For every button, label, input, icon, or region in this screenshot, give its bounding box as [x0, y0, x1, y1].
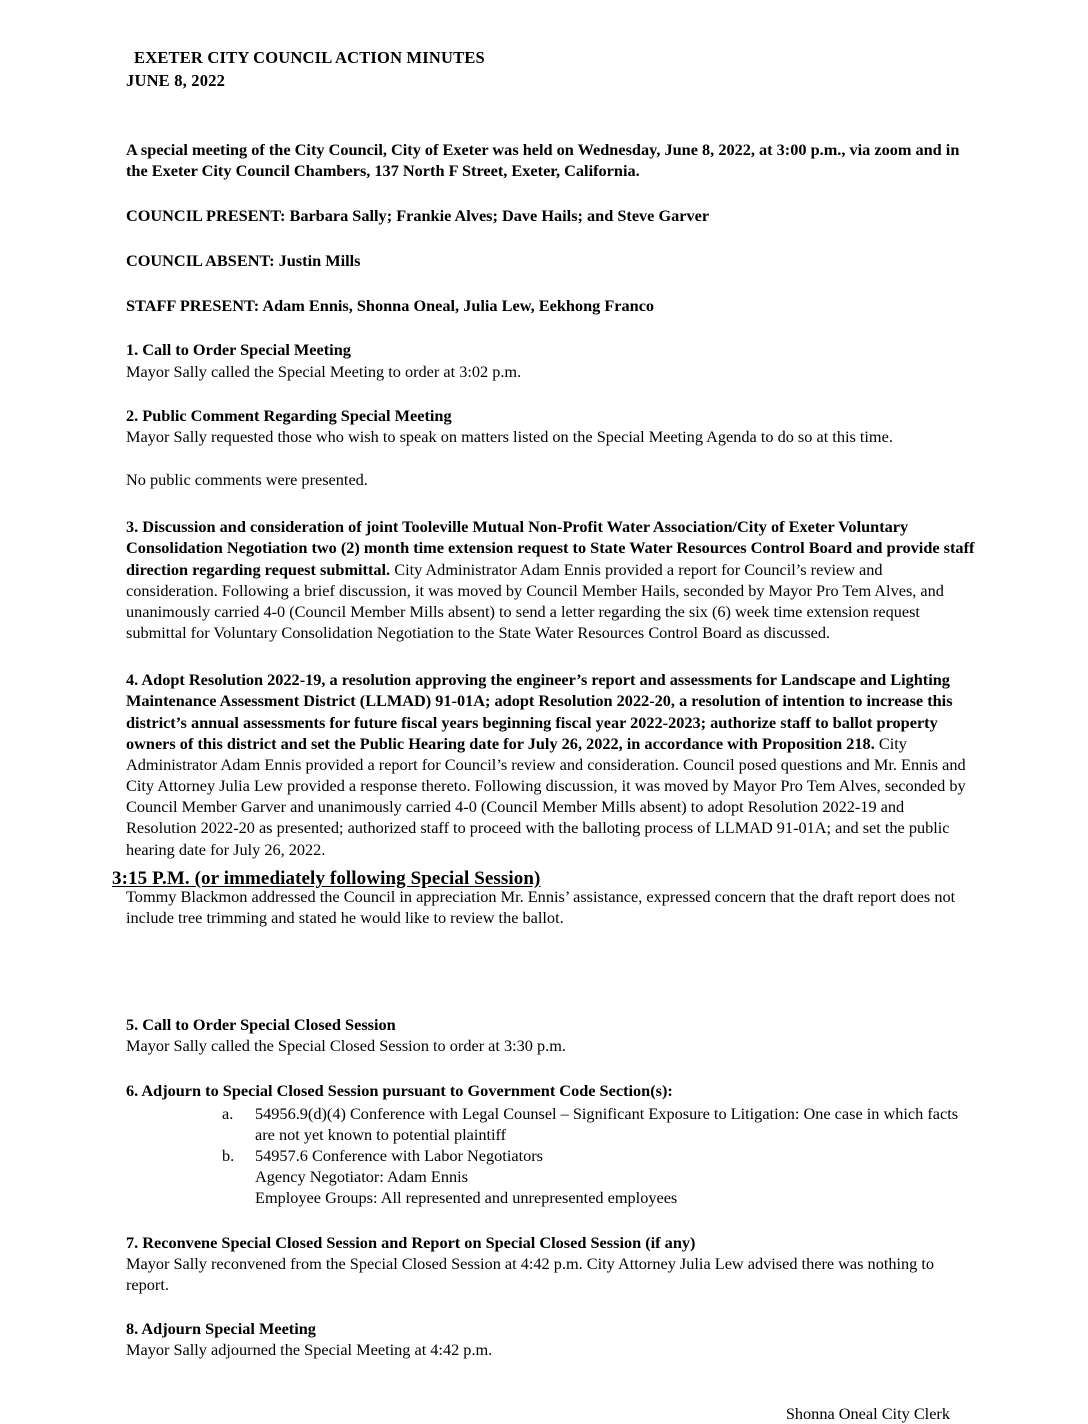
- item-5-heading: 5. Call to Order Special Closed Session: [126, 1015, 396, 1035]
- council-absent-label: COUNCIL ABSENT:: [126, 251, 275, 271]
- council-present-label: COUNCIL PRESENT:: [126, 205, 286, 225]
- staff-present-names: Adam Ennis, Shonna Oneal, Julia Lew, Eekhong Franco: [262, 296, 655, 316]
- document-title: EXETER CITY COUNCIL ACTION MINUTES: [134, 48, 485, 67]
- council-present-line: [126, 205, 976, 226]
- sublist-item: [126, 1145, 976, 1166]
- document-date: JUNE 8, 2022: [126, 70, 226, 90]
- intro-paragraph: A special meeting of the City Council, City of Exeter was held on Wednesday, June 8, 2022, at 3:00 p.m., via zoom and in the Exeter City Council Chambers, 137 North F Street, Exeter, California.: [126, 139, 960, 180]
- sublist-item: [126, 1103, 976, 1145]
- item-6-sublist: [126, 1103, 976, 1209]
- item-6-heading: 6. Adjourn to Special Closed Session pursuant to Government Code Section(s):: [126, 1080, 673, 1100]
- sublist-marker: b.: [222, 1146, 235, 1166]
- sublist-text: 54957.6 Conference with Labor Negotiators: [255, 1146, 544, 1166]
- sublist-marker: a.: [222, 1103, 234, 1123]
- item-2-body: Mayor Sally requested those who wish to speak on matters listed on the Special Meeting Agenda to do so at this time.: [126, 426, 893, 446]
- item-4-public-comment: Tommy Blackmon addressed the Council in appreciation Mr. Ennis’ assistance, expressed concern that the draft report does not include tree trimming and stated he would like to review the ballot.: [126, 886, 956, 927]
- item-5-body: Mayor Sally called the Special Closed Session to order at 3:30 p.m.: [126, 1036, 566, 1056]
- item-4-paragraph: [126, 669, 976, 860]
- sublist-text: 54956.9(d)(4) Conference with Legal Counsel – Significant Exposure to Litigation: One case in which facts are not yet known to potential plaintiff: [255, 1103, 959, 1144]
- signature-line: Shonna Oneal City Clerk: [785, 1404, 950, 1424]
- council-absent-names: Justin Mills: [278, 251, 361, 271]
- item-3-paragraph: [126, 516, 976, 643]
- item-8-body: Mayor Sally adjourned the Special Meeting at 4:42 p.m.: [126, 1340, 493, 1360]
- item-8-heading: 8. Adjourn Special Meeting: [126, 1319, 316, 1339]
- item-2-heading: 2. Public Comment Regarding Special Meeting: [126, 405, 452, 425]
- council-present-names: Barbara Sally; Frankie Alves; Dave Hails; and Steve Garver: [289, 205, 710, 225]
- council-absent-line: [126, 250, 976, 271]
- staff-present-line: [126, 295, 976, 316]
- staff-present-label: STAFF PRESENT:: [126, 296, 260, 316]
- item-2-no-comments: No public comments were presented.: [126, 470, 368, 490]
- item-7-body: Mayor Sally reconvened from the Special Closed Session at 4:42 p.m. City Attorney Julia Lew advised there was nothing to report.: [126, 1253, 935, 1294]
- item-3-bold-lead: 3. Discussion and consideration of joint Tooleville Mutual Non-Profit Water Association/City of Exeter Voluntary Consolidation Negotiation two (2) month time extension request to State Water Resources Control Board and provide staff direction regarding request submittal.: [126, 517, 975, 579]
- closed-session-time-banner: 3:15 P.M. (or immediately following Special Session): [112, 868, 541, 889]
- item-4-bold-lead: 4. Adopt Resolution 2022-19, a resolution approving the engineer’s report and assessments for Landscape and Lighting Maintenance Assessment District (LLMAD) 91-01A; adopt Resolution 2022-20, a resolution of intention to increase this district’s annual assessments for future fiscal years beginning fiscal year 2022-2023; authorize staff to ballot property owners of this district and set the Public Hearing date for July 26, 2022, in accordance with Proposition 218.: [126, 670, 953, 753]
- item-3-body: City Administrator Adam Ennis provided a report for Council’s review and consideration. Following a brief discussion, it was moved by Council Member Hails, seconded by Mayor Pro Tem Alves, and unanimously carried 4-0 (Council Member Mills absent) to send a letter regarding the six (6) week time extension request submittal for Voluntary Consolidation Negotiation to the State Water Resources Control Board as discussed.: [126, 559, 944, 643]
- item-1-heading: 1. Call to Order Special Meeting: [126, 340, 351, 360]
- sublist-continuation: Agency Negotiator: Adam Ennis: [255, 1167, 468, 1187]
- item-4-body: City Administrator Adam Ennis provided a report for Council’s review and consideration. Council posed questions and Mr. Ennis and City Attorney Julia Lew provided a response thereto. Following discussion, it was moved by Mayor Pro Tem Alves, seconded by Council Member Garver and unanimously carried 4-0 (Council Member Mills absent) to adopt Resolution 2022-19 and Resolution 2022-20 as presented; authorized staff to proceed with the balloting process of LLMAD 91-01A; and set the public hearing date for July 26, 2022.: [126, 733, 966, 859]
- item-7-heading: 7. Reconvene Special Closed Session and Report on Special Closed Session (if any): [126, 1232, 696, 1252]
- sublist-continuation: Employee Groups: All represented and unrepresented employees: [255, 1188, 678, 1208]
- item-1-body: Mayor Sally called the Special Meeting to order at 3:02 p.m.: [126, 361, 522, 381]
- document-body: [126, 47, 976, 1424]
